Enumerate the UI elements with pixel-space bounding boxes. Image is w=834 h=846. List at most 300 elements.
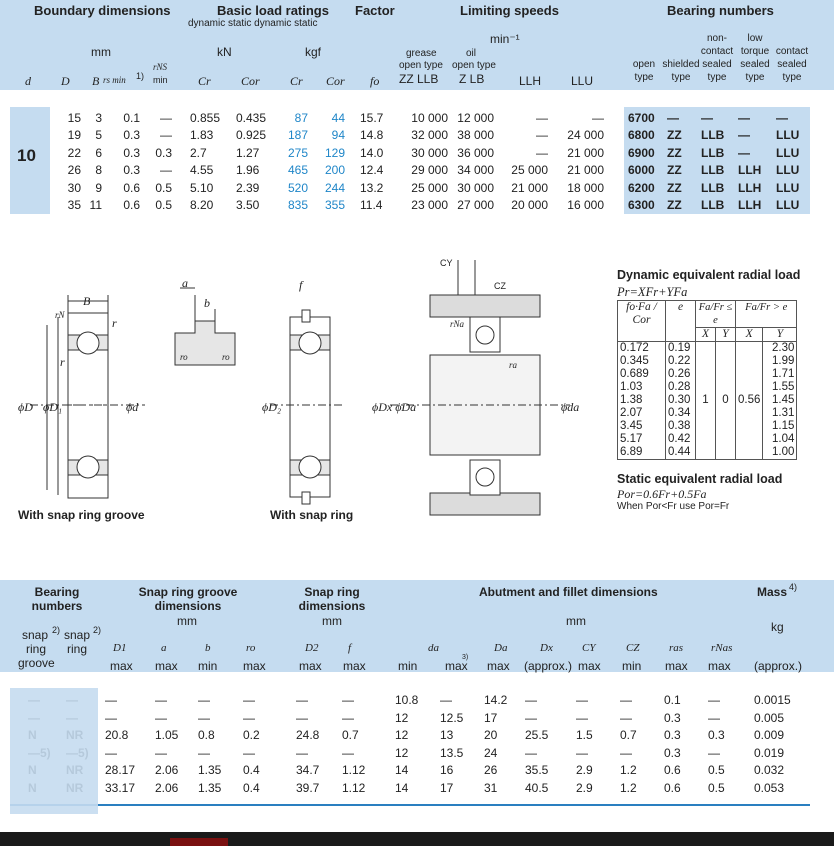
top-cell-D: 22 [67,145,81,160]
bottom-cell-b: — [198,710,210,725]
top-cell-cor_kgf: 129 [324,145,345,160]
ys-line: 1.45 [772,394,795,406]
bottom-cell-CZ: — [620,710,632,725]
top-cell-zz: ZZ [667,180,682,195]
bottom-cell-b: 0.8 [198,728,215,743]
diag-label-CY: CY [440,258,453,268]
bottom-cell-CY: — [576,745,588,760]
x2-value: 0.56 [736,342,763,460]
top-cell-llu: 16 000 [567,198,604,212]
top-cell-oil: 34 000 [457,163,494,178]
bottom-sym-CY: CY [582,642,596,654]
top-cell-cr: 0.855 [190,111,221,125]
top-cell-llu2: LLU [776,145,800,160]
top-cell-llu: 21 000 [567,145,604,160]
top-cell-llh: — [536,145,548,160]
sym-d: d [25,74,31,88]
sym-rs: rs min [103,75,126,85]
bottom-cell-a: — [155,745,167,760]
x1-value: 1 [696,342,716,460]
bottom-groove: groove [18,656,55,670]
bottom-cell-f: 1.12 [342,781,366,795]
bottom-lim-max6: max [445,659,468,673]
diag-label-phiD: ϕD [18,400,33,414]
bottom-unit-mm3: mm [566,614,586,628]
col-X: X [696,328,716,342]
oil-label: oil [466,48,477,59]
load-factor-table [617,300,797,460]
bottom-cell-ras: 0.3 [664,710,681,725]
top-cell-D: 30 [67,180,81,195]
bottom-unit-mm2: mm [322,614,342,628]
bottom-cell-CY: 2.9 [576,763,593,778]
top-cell-llh2: — [738,111,750,125]
sym-fo: fo [370,74,380,88]
diag-label-r2: r [60,355,65,369]
bottom-cell-CZ: 0.7 [620,728,637,743]
bn-head-type4: type [745,72,765,83]
bn-head-low: low [747,33,763,44]
grease-label: grease [406,48,437,59]
bottom-cell-Da: 24 [484,745,498,760]
bottom-cell-ro: — [243,693,255,707]
header-factor: Factor [355,3,395,18]
top-cell-llu: 18 000 [567,180,604,195]
top-cell-cor_kgf: 355 [324,198,345,212]
ys-line: 2.30 [772,342,795,354]
ratios-line: 6.89 [620,446,643,458]
bottom-lim-max9: max [665,659,688,673]
dynamic-load-formula: Pr=XFr+YFa [617,285,688,299]
bottom-lim-min3: min [622,659,642,673]
top-cell-llu2: LLU [776,128,800,143]
caption-snap-ring: With snap ring [270,508,354,522]
diag-label-b: b [204,296,210,310]
bottom-cell-D1: — [105,693,117,707]
unit-kgf: kgf [305,45,322,59]
top-cell-rs: 0.6 [123,198,140,212]
top-cell-llu2: — [776,111,788,125]
ys-line: 1.04 [772,433,795,445]
ys-line: 1.99 [772,355,795,367]
top-cell-grease: 10 000 [411,111,448,125]
top-cell-oil: 30 000 [457,180,494,195]
bottom-rule [10,804,810,806]
bottom-head-bearing-numbers: Bearing numbers [31,585,83,613]
bottom-cell-da_min: 14 [395,781,409,795]
bottom-cell-D2: — [296,745,308,760]
top-cell-zz: ZZ [667,198,682,212]
bottom-cell-b: — [198,693,210,707]
bottom-cell-rnas: — [708,710,720,725]
ratios-line: 3.45 [620,420,643,432]
rns-min-label: min [153,75,168,85]
es-line: 0.44 [668,446,691,458]
bottom-cell-ro: 0.4 [243,781,260,795]
ratios-line: 2.07 [620,407,643,419]
bottom-cell-D2: — [296,710,308,725]
bottom-cell-D1: 28.17 [105,763,136,778]
bottom-cell-mass: 0.0015 [754,693,791,707]
top-cell-open: 6700 [628,111,655,125]
bottom-unit-kg: kg [771,620,784,634]
bottom-cell-ras: 0.1 [664,693,681,707]
top-cell-llb: LLB [701,128,725,143]
bottom-cell-D2: — [296,693,308,707]
bottom-lim-approx2: (approx.) [754,659,803,673]
snap-ring-bearing [270,310,345,504]
bottom-lim-max2: max [155,659,178,673]
bottom-cell-f: 1.12 [342,763,366,778]
bottom-cell-CY: 1.5 [576,728,593,743]
top-cell-llh: 25 000 [511,163,548,178]
dynamic-load-title: Dynamic equivalent radial load [617,268,801,282]
bottom-cell-CY: — [576,693,588,707]
caption-snap-ring-groove: With snap ring groove [18,508,145,522]
bottom-cell-da_max: 13 [440,728,454,743]
top-cell-llh: — [536,111,548,125]
top-cell-rs: 0.3 [123,163,140,178]
top-cell-llh: 20 000 [511,198,548,212]
bottom-cell-ro: 0.2 [243,728,260,743]
col-le: Fa/Fr ≤ e [696,301,736,328]
header-dyn-stat: dynamic static dynamic static [188,18,318,29]
diag-label-phiD2: ϕD₂ [262,400,282,414]
bottom-ring1: ring [26,642,47,656]
sym-Cor: Cor [241,74,260,88]
top-cell-llh: 21 000 [511,180,548,195]
top-cell-B: 3 [95,111,102,125]
bottom-cell-rnas: 0.5 [708,781,725,795]
bottom-cell-D1: — [105,710,117,725]
top-cell-zz: — [667,111,679,125]
top-cell-fo: 13.2 [360,180,384,195]
bottom-cell-da_max: 16 [440,763,454,778]
top-cell-rns: 0.3 [155,145,172,160]
bottom-cell-da_min: 12 [395,728,409,743]
bottom-cell-D2: 24.8 [296,728,320,743]
diag-label-phiDxDa: ϕDx ϕDa [372,400,417,414]
top-cell-grease: 25 000 [411,180,448,195]
diag-label-ro1: ro [180,352,188,362]
header-basic-load-ratings: Basic load ratings [217,3,329,18]
bottom-lim-min1: min [198,659,218,673]
diag-label-r1: r [112,316,117,330]
bottom-cell-rnas: 0.3 [708,728,725,743]
bottom-snap1: snap [22,628,49,642]
bottom-cell-Dx: 25.5 [525,728,549,743]
bottom-cell-D1: 33.17 [105,781,136,795]
bottom-cell-a: — [155,693,167,707]
top-cell-llu2: LLU [776,180,800,195]
bottom-head-mass: Mass [757,585,788,599]
bn-head-type3: type [707,72,727,83]
top-cell-zz: ZZ [667,128,682,143]
diag-label-a: a [182,276,188,290]
bottom-cell-Dx: 35.5 [525,763,549,778]
housing-mount-diagram [390,260,570,515]
bottom-cell-f: — [342,710,354,725]
col-e: e [666,301,696,342]
top-cell-cor: 2.39 [236,180,260,195]
bottom-cell-Dx: — [525,710,537,725]
footer-bar [0,832,834,846]
top-cell-fo: 14.8 [360,128,384,143]
bn-head-torque: torque [740,46,770,57]
unit-mm: mm [91,45,111,59]
bottom-ring2: ring [67,642,88,656]
top-cell-open: 6300 [628,198,655,212]
bottom-sym-ro: ro [246,642,256,654]
top-cell-cor: 1.96 [236,163,260,178]
bottom-cell-rnas: — [708,693,720,707]
top-cell-rns: — [160,163,172,178]
diag-label-f: f [299,278,303,292]
ratios-line: 0.345 [620,355,649,367]
top-cell-D: 35 [67,198,81,212]
top-cell-llb: LLB [701,180,725,195]
top-cell-llu: 21 000 [567,163,604,178]
ratios-line: 1.03 [620,381,643,393]
top-cell-rns: 0.5 [155,198,172,212]
bottom-sym-a: a [161,642,167,654]
col-X2: X [736,328,763,342]
static-load-title: Static equivalent radial load [617,472,783,486]
bottom-cell-ras: 0.3 [664,745,681,760]
bottom-sym-D2: D2 [305,642,319,654]
y-values [763,342,797,460]
header-boundary-dimensions: Boundary dimensions [34,3,171,18]
top-cell-cr_kgf: 275 [287,145,308,160]
bottom-lim-max6-sup: 3) [462,654,469,661]
diag-label-rNa: rNa [450,319,465,329]
top-cell-llb: LLB [701,163,725,178]
top-cell-open: 6200 [628,180,655,195]
ys-line: 1.00 [772,446,795,458]
top-cell-rs: 0.1 [123,111,140,125]
top-cell-rs: 0.6 [123,180,140,195]
top-cell-llh2: — [738,128,750,143]
top-cell-llh2: LLH [738,163,762,178]
es-line: 0.30 [668,394,691,406]
top-cell-llu2: LLU [776,163,800,178]
bottom-cell-da_min: 14 [395,763,409,778]
snap-ring-groove-bearing [30,295,145,498]
bottom-lim-max1: max [110,659,133,673]
top-cell-cr_kgf: 520 [287,180,308,195]
bn-head-shielded: shielded [662,59,700,70]
top-cell-cor_kgf: 44 [331,111,345,125]
rns-label: rNS [153,62,168,72]
top-cell-cr: 1.83 [190,128,214,143]
top-cell-llu2: LLU [776,198,800,212]
bottom-cell-b: 1.35 [198,781,222,795]
bottom-cell-a: — [155,710,167,725]
bottom-head-mass-sup: 4) [789,582,798,592]
top-cell-B: 11 [89,198,102,212]
bottom-cell-da_max: 12.5 [440,710,464,725]
bottom-cell-f: — [342,745,354,760]
top-cell-D: 15 [67,111,81,125]
ratios-line: 0.172 [620,342,649,354]
diag-label-phid: ϕd [126,400,139,414]
top-cell-cor: 3.50 [236,198,260,212]
top-cell-llb: — [701,111,713,125]
top-cell-fo: 15.7 [360,111,384,125]
top-cell-B: 8 [95,163,102,178]
top-cell-grease: 23 000 [411,198,448,212]
top-cell-B: 9 [95,180,102,195]
bottom-cell-mass: 0.009 [754,728,785,743]
top-cell-rs: 0.3 [123,128,140,143]
bottom-cell-D2: 39.7 [296,781,320,795]
top-cell-cr: 2.7 [190,145,207,160]
sym-Cr2: Cr [290,74,303,88]
bottom-cell-ras: 0.6 [664,781,681,795]
top-cell-cor_kgf: 94 [331,128,345,143]
top-cell-open: 6800 [628,128,655,143]
es-line: 0.38 [668,420,691,432]
top-cell-fo: 11.4 [360,198,383,212]
bottom-cell-Dx: — [525,693,537,707]
top-cell-rns: — [160,111,172,125]
bottom-cell-Dx: — [525,745,537,760]
llh-label: LLH [519,74,542,88]
es-line: 0.26 [668,368,691,380]
bn-head-type5: type [782,72,802,83]
top-cell-B: 5 [95,128,102,143]
bottom-cell-a: 2.06 [155,763,179,778]
bottom-sym-rNas: rNas [711,642,733,654]
bn-head-contact: contact [700,46,734,57]
bottom-unit-mm1: mm [177,614,197,628]
top-cell-llh: — [536,128,548,143]
llu-label: LLU [571,74,594,88]
y1-value: 0 [716,342,736,460]
bottom-cell-da_max: 17 [440,781,454,795]
header-limiting-speeds: Limiting speeds [460,3,559,18]
top-cell-cr_kgf: 835 [287,198,308,212]
top-cell-cr_kgf: 87 [294,111,308,125]
top-cell-zz: ZZ [667,163,682,178]
ys-line: 1.15 [772,420,795,432]
top-cell-cr_kgf: 187 [287,128,308,143]
top-cell-open: 6000 [628,163,655,178]
bn-head-nonc: non- [706,33,727,44]
ratios-line: 5.17 [620,433,643,445]
top-cell-D: 26 [67,163,81,178]
top-cell-cr: 4.55 [190,163,214,178]
zz-llb-label: ZZ LLB [399,72,439,86]
es-line: 0.42 [668,433,691,445]
top-cell-oil: 38 000 [457,128,494,143]
sym-D: D [61,74,70,88]
top-cell-oil: 12 000 [457,111,494,125]
col-gt: Fa/Fr > e [736,301,797,328]
bottom-cell-Da: 31 [484,781,498,795]
top-cell-fo: 14.0 [360,145,384,160]
unit-kN: kN [217,45,232,59]
bottom-cell-f: 0.7 [342,728,359,743]
col-Y2: Y [763,328,797,342]
col-Y: Y [716,328,736,342]
bottom-snap2: snap [64,628,91,642]
top-cell-grease: 30 000 [411,145,448,160]
bottom-cell-Da: 20 [484,728,498,743]
bottom-cell-mass: 0.019 [754,745,785,760]
bottom-bearing-col-bg [10,688,98,814]
bottom-cell-mass: 0.005 [754,710,785,725]
diag-label-B: B [83,294,91,308]
bottom-cell-ro: — [243,710,255,725]
bore-label: 10 [17,146,36,165]
bottom-sym-D1: D1 [113,642,127,654]
bottom-cell-ras: 0.3 [664,728,681,743]
top-cell-cr: 5.10 [190,180,214,195]
bottom-cell-f: — [342,693,354,707]
diag-label-ra: ra [509,360,518,370]
bn-head-sealed3: sealed [777,59,807,70]
bottom-cell-da_max: 13.5 [440,745,464,760]
bottom-cell-Dx: 40.5 [525,781,549,795]
bottom-cell-da_min: 12 [395,710,409,725]
bn-head-type2: type [671,72,691,83]
ratios-line: 0.689 [620,368,649,380]
ratios-line: 1.38 [620,394,643,406]
z-lb-label: Z LB [459,72,485,86]
top-cell-zz: ZZ [667,145,682,160]
ratio-values [618,342,666,460]
top-cell-rns: — [160,128,172,143]
bottom-sym-b: b [205,642,211,654]
top-cell-llb: LLB [701,198,725,212]
bottom-lim-max10: max [708,659,731,673]
bn-head-sealed2: sealed [740,59,770,70]
bottom-cell-CZ: — [620,693,632,707]
bottom-cell-rnas: — [708,745,720,760]
bottom-cell-da_min: 12 [395,745,409,760]
diag-label-CZ: CZ [494,281,506,291]
es-line: 0.34 [668,407,691,419]
bottom-cell-a: 1.05 [155,728,179,743]
bottom-cell-ro: — [243,745,255,760]
top-cell-grease: 32 000 [411,128,448,143]
bn-head-contact2: contact [775,46,809,57]
bottom-cell-Da: 26 [484,763,498,778]
es-line: 0.19 [668,342,691,354]
bottom-cell-da_max: — [440,693,452,707]
bottom-cell-da_min: 10.8 [395,693,419,707]
top-cell-open: 6900 [628,145,655,160]
bottom-cell-b: — [198,745,210,760]
top-cell-llh2: — [738,145,750,160]
bottom-cell-CY: — [576,710,588,725]
diag-label-rN: rN [55,310,65,320]
diag-label-phiD1: ϕD₁ [43,400,63,414]
top-cell-cor: 0.435 [236,111,267,125]
top-cell-D: 19 [67,128,81,143]
static-load-note: When Por<Fr use Por=Fr [617,501,730,512]
bottom-sym-f: f [348,642,352,654]
bottom-head-abutment: Abutment and fillet dimensions [479,585,658,599]
top-cell-cor_kgf: 244 [324,180,345,195]
top-cell-oil: 36 000 [457,145,494,160]
bottom-cell-rnas: 0.5 [708,763,725,778]
bottom-lim-max4: max [299,659,322,673]
bottom-lim-max3: max [243,659,266,673]
header-bearing-numbers: Bearing numbers [667,3,774,18]
top-cell-cr: 8.20 [190,198,214,212]
